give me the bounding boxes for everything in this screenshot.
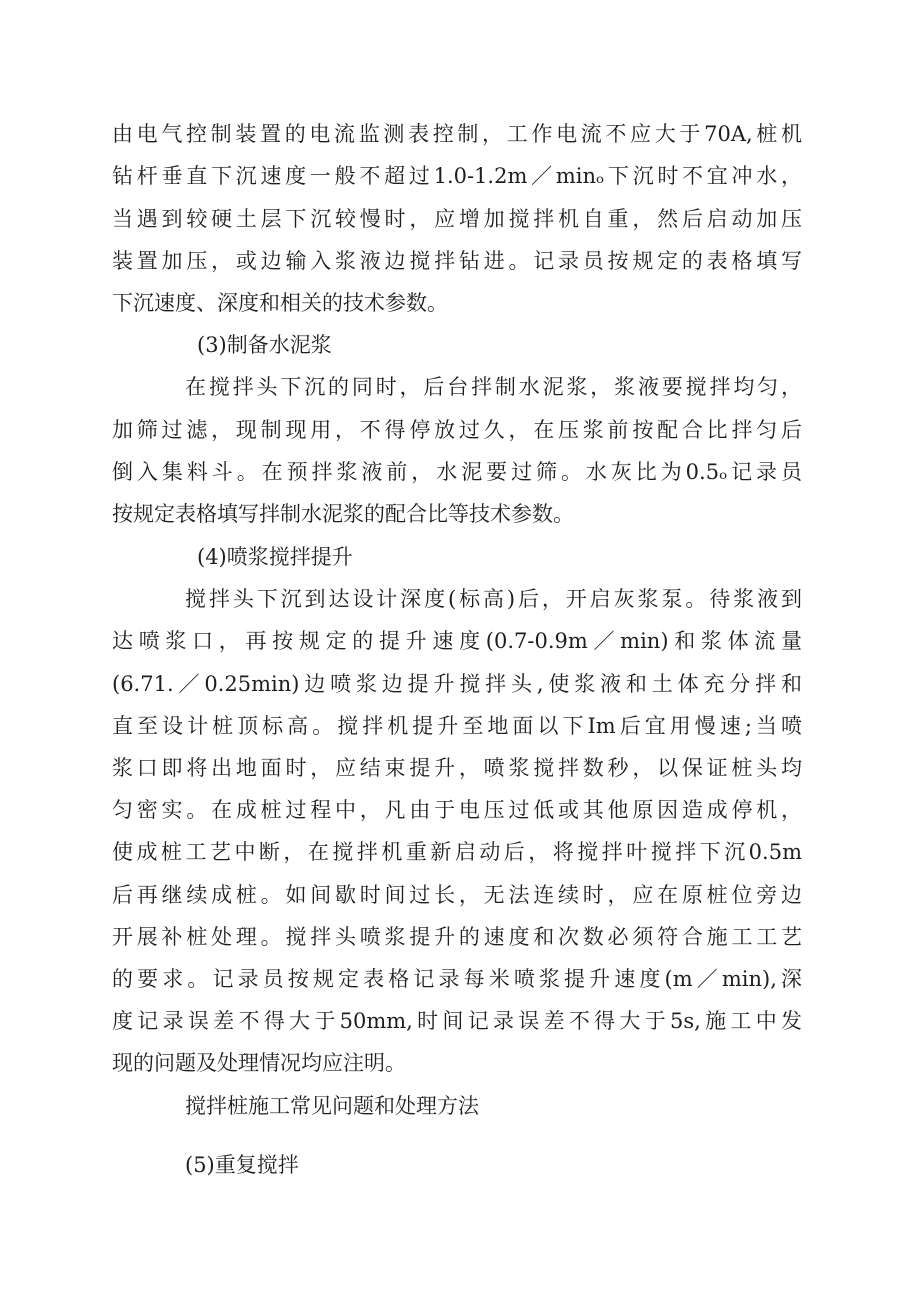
- paragraph-line: 在搅拌头下沉的同时，后台拌制水泥浆，浆液要搅拌均匀，: [185, 375, 802, 399]
- section-title: 搅拌桩施工常见问题和处理方法: [185, 1094, 479, 1118]
- paragraph-line: 度记录误差不得大于50mm,时间记录误差不得大于5s,施工中发: [112, 1009, 802, 1033]
- paragraph-line: 开展补桩处理。搅拌头喷浆提升的速度和次数必须符合施工工艺: [112, 925, 802, 949]
- paragraph-line: 下沉速度、深度和相关的技术参数。: [112, 291, 448, 315]
- section-heading: (4)喷浆搅拌提升: [197, 545, 353, 569]
- paragraph-line: 匀密实。在成桩过程中，凡由于电压过低或其他原因造成停机，: [112, 798, 802, 822]
- paragraph-line: 浆口即将出地面时，应结束提升，喷浆搅拌数秒，以保证桩头均: [112, 756, 802, 780]
- paragraph-line: 达喷浆口，再按规定的提升速度(0.7-0.9m／min)和浆体流量: [112, 629, 802, 653]
- paragraph-line: 使成桩工艺中断，在搅拌机重新启动后，将搅拌叶搅拌下沉0.5m: [112, 840, 802, 864]
- section-heading: (5)重复搅拌: [185, 1153, 299, 1177]
- paragraph-line: (6.71.／0.25min)边喷浆边提升搅拌头,使浆液和土体充分拌和: [112, 672, 802, 696]
- section-heading: (3)制备水泥浆: [197, 333, 332, 357]
- paragraph-line: 倒入集料斗。在预拌浆液前，水泥要过筛。水灰比为0.5ₒ记录员: [112, 460, 802, 484]
- paragraph-line: 加筛过滤，现制现用，不得停放过久，在压浆前按配合比拌匀后: [112, 418, 802, 442]
- paragraph-line: 按规定表格填写拌制水泥浆的配合比等技术参数。: [112, 502, 574, 526]
- paragraph-line: 搅拌头下沉到达设计深度(标高)后，开启灰浆泵。待浆液到: [185, 587, 802, 611]
- paragraph-line: 的要求。记录员按规定表格记录每米喷浆提升速度(m／min),深: [112, 967, 802, 991]
- paragraph-line: 当遇到较硬土层下沉较慢时，应增加搅拌机自重，然后启动加压: [112, 207, 802, 231]
- paragraph-line: 后再继续成桩。如间歇时间过长，无法连续时，应在原桩位旁边: [112, 883, 802, 907]
- paragraph-line: 装置加压，或边输入浆液边搅拌钻进。记录员按规定的表格填写: [112, 249, 802, 273]
- paragraph-line: 现的问题及处理情况均应注明。: [112, 1051, 406, 1075]
- paragraph-line: 直至设计桩顶标高。搅拌机提升至地面以下Im后宜用慢速;当喷: [112, 714, 802, 738]
- paragraph-line: 由电气控制装置的电流监测表控制，工作电流不应大于70A,桩机: [112, 122, 802, 146]
- paragraph-line: 钻杆垂直下沉速度一般不超过1.0-1.2m／minₒ下沉时不宜冲水，: [112, 164, 802, 188]
